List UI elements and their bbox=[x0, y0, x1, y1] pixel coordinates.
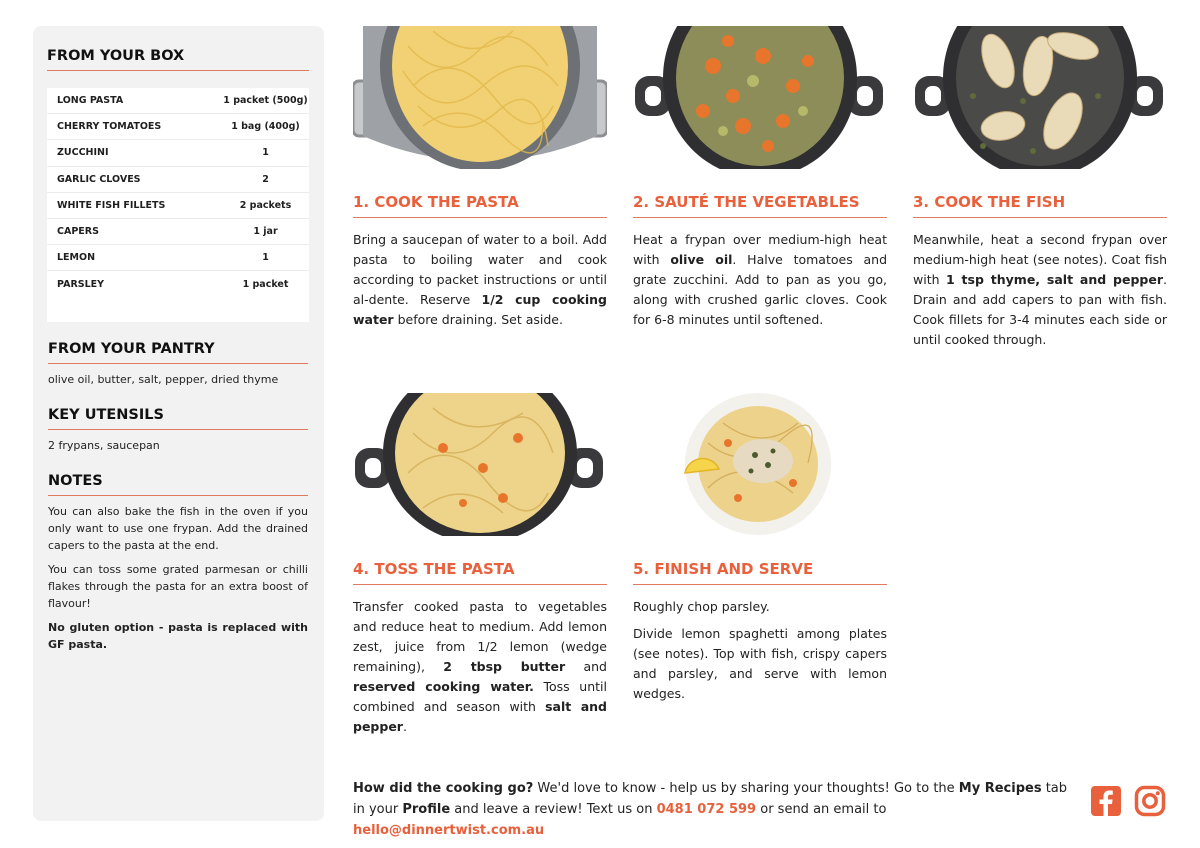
ingredient-name: LEMON bbox=[57, 252, 96, 264]
note-paragraph: No gluten option - pasta is replaced with GF pasta. bbox=[48, 621, 308, 651]
vegetable-pan-photo bbox=[633, 26, 887, 169]
ingredient-qty: 1 bbox=[262, 252, 269, 264]
ingredients-sidebar bbox=[33, 26, 324, 821]
phone-link[interactable]: 0481 072 599 bbox=[656, 802, 757, 817]
step-4 bbox=[353, 393, 607, 737]
from-your-pantry-heading: FROM YOUR PANTRY bbox=[48, 341, 308, 364]
ingredient-name: WHITE FISH FILLETS bbox=[57, 199, 166, 211]
step-2 bbox=[633, 26, 887, 330]
ingredients-table bbox=[47, 88, 309, 322]
ingredient-qty: 1 packet bbox=[242, 278, 289, 290]
ingredient-name: GARLIC CLOVES bbox=[57, 173, 141, 185]
pantry-list: olive oil, butter, salt, pepper, dried thyme bbox=[48, 373, 279, 386]
ingredient-row bbox=[47, 271, 309, 297]
ingredient-qty: 1 packet (500g) bbox=[223, 95, 308, 107]
step-4-body: Transfer cooked pasta to vegetables and reduce heat to medium. Add lemon zest, juice from 1/2 lemon (wedge remaining), 2 tbsp butter and reserved cooking water. Toss until combined and season with salt and pepper. bbox=[353, 599, 607, 734]
ingredient-row bbox=[47, 88, 309, 114]
pasta-pot-photo bbox=[353, 26, 607, 169]
feedback-footer: How did the cooking go? We'd love to know - help us by sharing your thoughts! Go to the My Recipes tab in your Profile and leave a review! Text us on 0481 072 599 or send an email to hello@dinnertwist.com.au bbox=[353, 781, 1068, 838]
notes-heading: NOTES bbox=[48, 473, 308, 496]
fish-pan-photo bbox=[913, 26, 1167, 169]
ingredient-row bbox=[47, 114, 309, 140]
ingredient-row bbox=[47, 219, 309, 245]
email-link[interactable]: hello@dinnertwist.com.au bbox=[353, 823, 545, 838]
step-5-body: Roughly chop parsley. Divide lemon spaghetti among plates (see notes). Top with fish, crispy capers and parsley, and serve with lemon wedges. bbox=[633, 599, 887, 701]
ingredient-row bbox=[47, 193, 309, 219]
step-1-body: Bring a saucepan of water to a boil. Add pasta to boiling water and cook according to packet instructions or until al-dente. Reserve 1/2 cup cooking water before draining. Set aside. bbox=[353, 232, 607, 327]
ingredient-name: ZUCCHINI bbox=[57, 147, 109, 159]
step-1 bbox=[353, 26, 607, 330]
ingredient-qty: 1 bag (400g) bbox=[231, 121, 300, 133]
ingredient-name: LONG PASTA bbox=[57, 95, 124, 107]
ingredient-row bbox=[47, 167, 309, 193]
step-3 bbox=[913, 26, 1167, 350]
ingredient-row bbox=[47, 245, 309, 271]
note-paragraph: You can also bake the fish in the oven if you only want to use one frypan. Add the drained capers to the pasta at the end. bbox=[48, 505, 308, 552]
utensils-list: 2 frypans, saucepan bbox=[48, 439, 160, 452]
step-5 bbox=[633, 393, 887, 704]
ingredient-name: PARSLEY bbox=[57, 278, 105, 290]
step-3-body: Meanwhile, heat a second frypan over medium-high heat (see notes). Coat fish with 1 tsp thyme, salt and pepper. Drain and add capers to pan with fish. Cook fillets for 3-4 minutes each side or until cooked through. bbox=[913, 232, 1167, 347]
step-2-body: Heat a frypan over medium-high heat with olive oil. Halve tomatoes and grate zucchini. Add to pan as you go, along with crushed garlic cloves. Cook for 6-8 minutes until softened. bbox=[633, 232, 888, 327]
ingredient-name: CAPERS bbox=[57, 226, 99, 238]
step-5-title: 5. FINISH AND SERVE bbox=[633, 560, 887, 585]
ingredient-qty: 2 packets bbox=[239, 199, 292, 211]
step-3-title: 3. COOK THE FISH bbox=[913, 193, 1167, 218]
tossed-pasta-pan-photo bbox=[353, 393, 607, 536]
ingredient-name: CHERRY TOMATOES bbox=[57, 121, 162, 133]
step-4-title: 4. TOSS THE PASTA bbox=[353, 560, 607, 585]
step-2-title: 2. SAUTÉ THE VEGETABLES bbox=[633, 193, 887, 218]
facebook-icon[interactable] bbox=[1090, 785, 1122, 817]
ingredient-row bbox=[47, 140, 309, 166]
notes-text bbox=[48, 503, 308, 660]
key-utensils-heading: KEY UTENSILS bbox=[48, 407, 308, 430]
plated-dish-photo bbox=[633, 393, 887, 536]
ingredient-qty: 1 bbox=[262, 147, 269, 159]
ingredient-qty: 2 bbox=[262, 173, 269, 185]
step-1-title: 1. COOK THE PASTA bbox=[353, 193, 607, 218]
instagram-icon[interactable] bbox=[1134, 785, 1166, 817]
from-your-box-heading: FROM YOUR BOX bbox=[47, 48, 309, 71]
note-paragraph: You can toss some grated parmesan or chilli flakes through the pasta for an extra boost of flavour! bbox=[48, 563, 308, 610]
ingredient-qty: 1 jar bbox=[253, 226, 278, 238]
